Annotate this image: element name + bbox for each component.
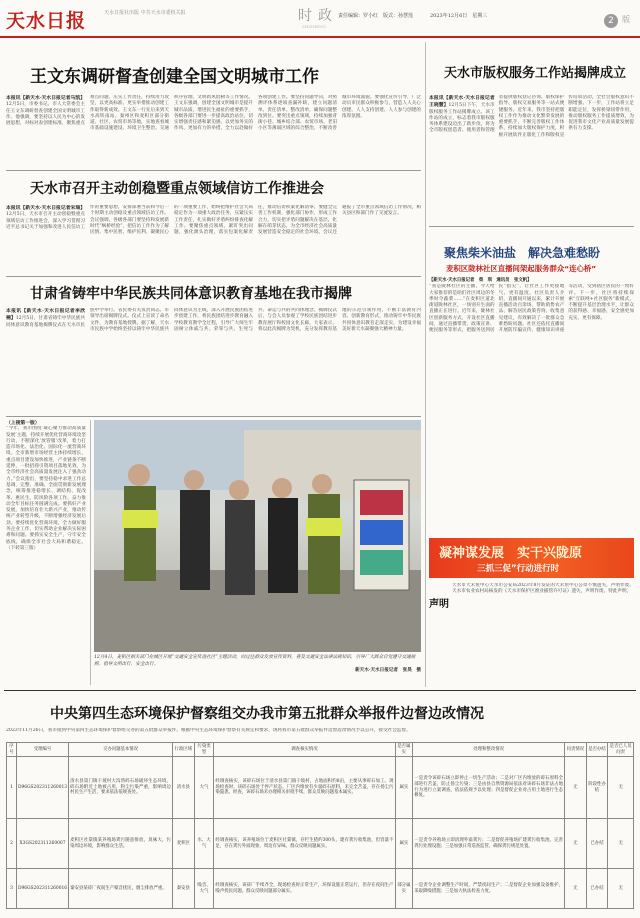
right2-byline: 【新天水·天水日报记者 柴 琪 通讯员 张文帆】 [429,278,532,283]
row-issue: 麦积区社棠镇某养殖场粪污随意排放，臭味大，污染周边环境，影响群众生活。 [69,819,173,869]
banner-subtitle: 三抓三促”行动进行时 [477,564,560,574]
row-handling: 一是责令企业调整生产时间，严禁夜间生产；二是督促企业加强设备维护，采取降噪措施；三是加大执法检查力度。 [413,869,565,909]
header-cell: 处理和整改情况 [413,743,565,757]
header-cell: 是否属实 [395,743,413,757]
right2-headline: 聚焦柴米油盐 解决急难愁盼 [444,246,601,260]
right1-byline: 本报讯【新天水·天水日报记者王晓慧】 [429,95,495,109]
row-number: 2 [7,819,17,869]
table-row [7,819,634,869]
article3-body: 12月5日，甘肃省铸牢中华民族共同体意识教育基地揭牌仪式在天水市民族中学举行。省民委有关负责同志、市领导出席揭牌仪式。仪式上宣读了命名文件，为教育基地授牌。据了解，天水市民族中学始终坚持以铸牢中华民族共同体意识为主线，深入开展民族团结进步创建工作，将民族团结进步教育融入学校教育教学全过程，引导广大师生牢固树立休戚与共、荣辱与共、生死与共、命运与共的共同体理念。揭牌仪式后，与会人员参观了学校民族团结进步教育展厅和校园文化长廊。大家表示，将以此次揭牌为契机，充分发挥教育基地的示范引领作用，不断丰富教育内容、创新教育形式，推动铸牢中华民族共同体意识教育走深走实，为建设幸福美好新天水凝聚强大精神力量。 [6,308,421,332]
article2-body: 12月5日，天水市召开主动创稳暨重点领域信访工作推进会，深入学习贯彻习近平总书记关于加强和改进人民信访工作的重要思想，安排部署当前和今后一个时期主动创稳及重点领域信访工作。会议强调，各级各部门要坚持和发展新时代“枫桥经验”，把信访工作作为了解民情、集中民智、维护民利、凝聚民心的一项重要工作，始终把维护社会大局稳定作为一项重大政治任务，压紧压实工作责任，扎实做好矛盾纠纷排查化解工作。要聚焦重点领域，紧盯突出问题，强化源头治理，落实包案化解责任，推动信访积案化解清零。要健全完善工作机制，强化部门协作，形成工作合力，切实把矛盾问题解决在基层、化解在萌芽状态，为全市经济社会高质量发展营造安全稳定的社会环境。会议还通报了全市重点领域信访工作情况，相关县区和部门作了交流发言。 [6,205,421,236]
photo-caption [94,655,421,681]
divider [425,42,426,687]
table-row [7,757,634,819]
row-handling: 一是责令养殖场立即清理外溢粪污；二是督促养殖场扩建粪污收集池，完善粪污处理设施；三是加强日常巡查监管，确保粪污规范处置。 [413,819,565,869]
table-intro: 2023年11月26日，我市接到中央第四生态环境保护督察组交办的第五批群众举报件。根据中央生态环境保护督察有关规定和要求，现将我市第五批群众举报件边督边改情况予以公开，接受社会监督。 [6,728,411,733]
row-accountability: 无 [565,819,587,869]
row-verified: 属实 [395,819,413,869]
header-cell: 是否办结 [586,743,608,757]
article1-headline: 王文东调研督查创建全国文明城市工作 [30,67,319,87]
row-closed: 已办结 [586,819,608,869]
article3-headline: 甘肃省铸牢中华民族共同体意识教育基地在我市揭牌 [30,286,352,302]
row-person: 无 [608,819,634,869]
row-verified: 属实 [395,757,413,819]
notice-body: 天水市大禾鱼中心天水市公安局2023年8月发证的大禾鱼中心公章不慎遗失，声明作废。天水市农业农村局核发的《天水市保护区渔业捕捞许可证》遗失，声明作废。特此声明。 [452,583,634,595]
right1-text [429,95,634,220]
row-number: 3 [7,869,17,909]
article2 [6,205,421,269]
divider [6,416,421,417]
page-number: 2 [604,14,618,28]
row-person: 无 [608,869,634,909]
row-accountability: 无 [565,869,587,909]
row-region: 麦积区 [172,819,194,869]
divider [90,420,91,685]
row-code: D96GS202311260016 [16,869,68,909]
article3-byline: 本报讯【新天水·天水日报记者李欣楠】 [6,308,85,322]
article1-text [6,95,421,163]
article1-byline: 本报讯【新天水·天水日报记者马凯】 [6,95,85,101]
continuation-column [6,420,86,685]
photo-credit: 新天水·天水日报记者 张昊 摄 [355,668,421,673]
article2-headline: 天水市召开主动创稳暨重点领域信访工作推进会 [30,181,324,197]
table-section-headline: 中央第四生态环境保护督察组交办我市第五批群众举报件边督边改情况 [50,706,484,722]
row-closed: 阶段性办结 [586,757,608,819]
article2-byline: 本报讯【新天水·天水日报记者宋瑞】 [6,205,85,211]
right1-headline: 天水市版权服务工作站揭牌成立 [444,66,627,81]
article3-text [6,308,421,412]
page-word: 版 [622,15,630,24]
row-type: 大气 [194,757,214,819]
divider [429,226,634,227]
row-investigation: 经调查核实，该砖厂手续齐全，现场检查时正常生产，环保设施正常运行，但存在夜间生产噪声扰民问题。群众反映问题部分属实。 [214,869,395,909]
row-verified: 部分属实 [395,869,413,909]
header-cell: 是否已人员问责 [609,743,632,755]
article2-text [6,205,421,269]
header-cell: 污染类型 [194,743,214,757]
row-region: 清水县 [172,757,194,819]
table-header-row [7,743,634,757]
row-handling: 一是责令该碎石场立即停止一切生产活动；二是对厂区内堆放的碎石原料全部进行苫盖，防止扬尘污染；三是由县自然资源局依法对该碎石场非法占地行为进行立案调查，依法依规予以处理；四是督促企业对占用土地进行生态修复。 [413,757,565,819]
article3 [6,308,421,412]
section-title-en: SHIZHENG [302,24,326,29]
banner-slogan: 凝神谋发展 实干兴陇原 [439,546,583,561]
header-cell: 问责情况 [565,743,587,757]
issue-date: 2023年12月6日 星期三 [430,13,488,19]
header-cell: 行政区域 [172,743,194,757]
photo-illustration [94,420,421,652]
header-cell: 交办问题基本情况 [69,743,173,757]
divider [6,170,421,171]
row-code: D96GS202311260013 [16,757,68,819]
continuation-label: （上接第一版） [6,420,40,426]
news-photo [94,420,421,652]
continuation-body: “今年，我市围绕‘凝心聚力推动高质量发展’主题，持续开展优化营商环境攻坚行动，不断深化‘放管服’改革，着力打造市场化、法治化、国际化一流营商环境。全市新增市场经营主体持续增长，重点项目建设加快推进，产业链条不断延伸，一批招商引资项目落地见效，为全市经济社会高质量发展注入了强劲动力。”会议指出，要坚持稳中求进工作总基调，完整、准确、全面贯彻新发展理念，统筹推进稳增长、调结构、促改革、惠民生、防风险各项工作，奋力推动全年目标任务圆满完成。要抓好产业发展，加快培育壮大新兴产业，推动传统产业转型升级，不断增强经济发展后劲。要持续优化营商环境，全力做好服务企业工作，切实帮助企业解决实际困难和问题。要抓实安全生产，守牢安全底线，确保全市社会大局和谐稳定。（下转第三版） [6,426,86,551]
row-investigation: 经调查核实，该碎石场位于清水县第门镇干坡村，占地面积约8亩，主要从事碎石加工。现场检查时，该碎石场处于停产状态，厂区内堆放有少量碎石原料，未完全苫盖，存在扬尘污染隐患。经查，该碎石场未办理相关审批手续，群众反映问题基本属实。 [214,757,395,819]
photo-caption-text: 12月4日，麦积区相关部门在城区开展“交通安全宣传进社区”主题活动，向过往群众发放宣传资料，普及交通安全法律法规知识，引导广大群众自觉遵守交通规则，倡导文明出行、安全出行。 [94,655,416,667]
row-type: 水、大气 [194,819,214,869]
header-cell: 序号 [7,743,17,757]
article1-body: 12月5日，市委书记、市人大常委会主任王文东调研督查创建全国文明城市工作。他强调，要坚持以人民为中心的发展思想，对标对表创建标准，聚焦重点难点问题，压实工作责任，持续用力攻坚，以更高标准、更实举措推动创建工作取得新成效。王文东一行先后来到天水高铁南站、秦州区和麦积区部分街道、社区、农贸市场等地，实地查看城市基础设施建设、环境卫生整治、交通秩序管理、文明新风倡树等工作情况。王文东强调，创建全国文明城市是提升城市品质、增进民生福祉的重要抓手，各级各部门要进一步提高政治站位，切实增强责任感和紧迫感，以更加务实的作风、更加有力的举措，全力以赴做好各项创建工作。要坚持问题导向，对照测评体系逐项查漏补缺，建立问题清单、责任清单、整改清单，确保问题整改到位。要突出重点领域，持续加强背街小巷、城乡结合部、农贸市场、老旧小区等薄弱区域的综合整治，不断改善城市环境面貌。要强化宣传引导，广泛动员市民群众积极参与，营造人人关心创建、人人支持创建、人人参与创建的浓厚氛围。 [6,95,421,132]
notice-title: 声明 [429,599,449,610]
row-issue: 清水县第门镇干坡村大沟湾碎石场破坏生态环境，碎石场附近土地被占用，粉尘污染严重，影响周边村民生产生活，要求依法依规查处。 [69,757,173,819]
article1 [6,95,421,163]
right2-body: “我是陇林社区的主播，今天给大家推荐的是咱们社区周边的冬季时令蔬菜……”在麦积区道北街道陇林社区，一场别开生面的直播正在进行。近年来，陇林社区创新服务方式，开设社区直播间，通过直播带货、政策宣讲、便民服务等形式，把服务送到居民“指尖”，让社区工作更接地气、更有温度。社区负责人介绍，直播间开通以来，累计开展直播活动百余场，帮助销售农产品、解答居民政策咨询、收集意见建议，有效解决了一批群众急难愁盼问题。社区还依托直播间开展防诈骗宣传、健康知识讲座等活动，受到辖区居民的一致好评。下一步，社区将持续探索“互联网+社区服务”新模式，不断提升基层治理水平，让群众的获得感、幸福感、安全感更加充实、更有保障。 [429,284,634,334]
row-accountability: 无 [565,757,587,819]
row-region: 秦安县 [172,869,194,909]
header-cell: 调查核实情况 [214,743,395,757]
right-article2 [429,278,634,533]
divider [4,690,636,691]
divider [6,276,421,277]
row-number: 1 [7,757,17,819]
row-investigation: 经调查核实，该养殖场位于麦积区社棠镇，存栏生猪约300头，建有粪污收集池，但容量不足，存在粪污外溢现象，周边有异味。群众反映问题属实。 [214,819,395,869]
newspaper-logo: 天水日报 [6,10,87,32]
row-closed: 已办结 [586,869,608,909]
row-type: 噪音、大气 [194,869,214,909]
section-title: 时政 [298,8,338,24]
editor-line: 责任编辑：罗小红 版式：孙慧莲 [338,13,414,19]
table-row [7,869,634,909]
logo-subtitle: 天水日报社出版 中共天水市委机关报 [104,10,186,16]
row-person: 无 [608,757,634,819]
header-cell: 受理编号 [16,743,68,757]
report-table [6,742,634,909]
right2-subtitle: 麦积区陇林社区直播间架起服务群众“连心桥” [446,264,597,273]
row-code: X3GS202311260007 [16,819,68,869]
row-issue: 秦安县某砖厂夜间生产噪音扰民，烟尘排放严重。 [69,869,173,909]
report-table-wrap [6,742,634,914]
right1-body: 12月5日下午，天水市版权服务工作站揭牌成立。该工作站的成立，标志着我市版权服务体系建设迈出了新步伐，将为全市版权创造者、使用者和管理者提供版权登记咨询、版权保护指导、版权交易服务等一站式便捷服务。近年来，我市坚持把版权工作作为推动文化繁荣发展的重要抓手，不断完善版权工作体系，持续加大版权保护力度，积极开展软件正版化工作和版权宣传培训活动，全社会版权意识不断增强。下一步，工作站将立足职能定位，发挥桥梁纽带作用，推动版权服务工作提质增效，为促进我市文化产业高质量发展提供有力支撑。 [429,95,634,138]
right-article1 [429,95,634,220]
campaign-banner [429,538,634,578]
